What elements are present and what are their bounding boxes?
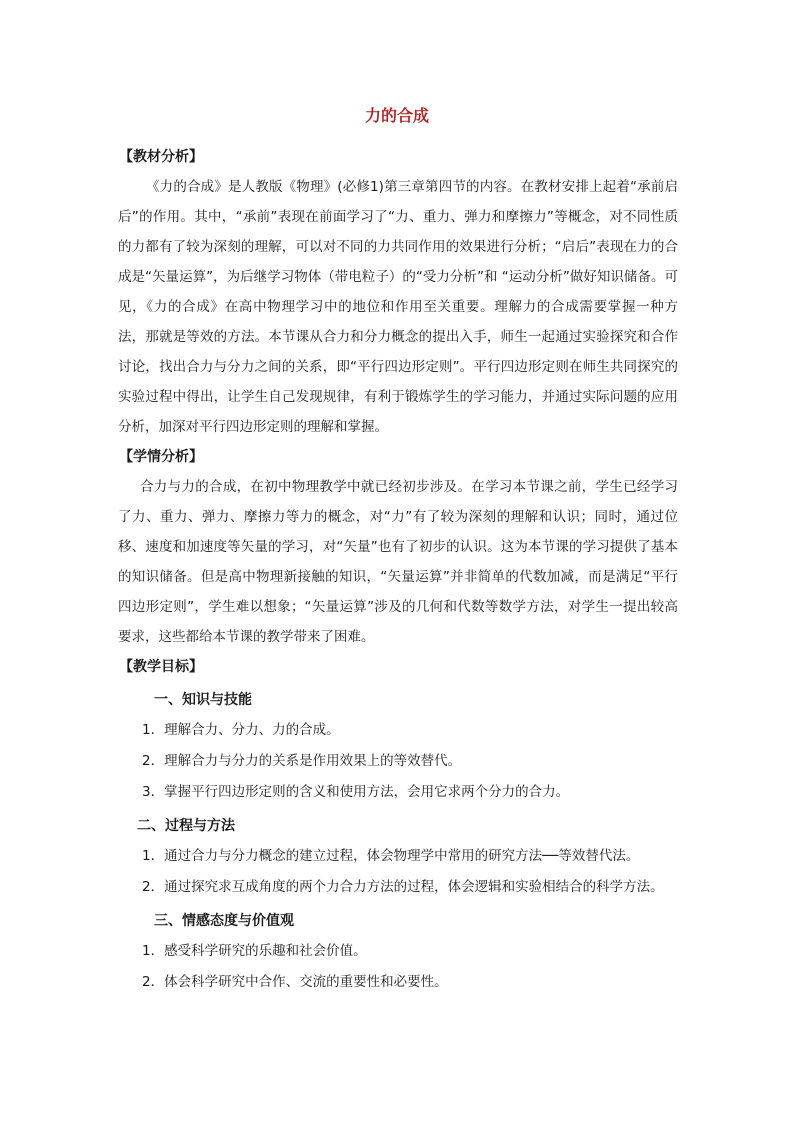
document-title: 力的合成 — [364, 106, 429, 125]
list-item: 1．理解合力、分力、力的合成。 — [142, 722, 340, 738]
heading-textbook-analysis: 【教材分析】 — [119, 149, 203, 165]
list-item: 2．理解合力与分力的关系是作用效果上的等效替代。 — [142, 753, 462, 769]
subheading-knowledge-skills: 一、知识与技能 — [154, 692, 252, 708]
list-item: 3．掌握平行四边形定则的含义和使用方法，会用它求两个分力的合力。 — [142, 784, 570, 800]
paragraph-student-analysis: 合力与力的合成，在初中物理教学中就已经初步涉及。在学习本节课之前，学生已经学习了力、重力、弹力、摩擦力等力的概念，对“力”有了较为深刻的理解和认识；同时，通过位移、速度和加速度等矢量的学习，对“矢量”也有了初步的认识。这为本节课的学习提供了基本的知识储备。但是高中物理新接触的知识，“矢量运算”并非简单的代数加减，而是满足“平行四边形定则”，学生难以想象；“矢量运算”涉及的几何和代数等数学方法，对学生一提出较高要求，这些都给本节课的教学带来了困难。 — [118, 479, 678, 645]
subheading-emotion-values: 三、情感态度与价值观 — [154, 913, 294, 929]
document-body — [118, 142, 678, 998]
list-item: 1．感受科学研究的乐趣和社会价值。 — [142, 943, 367, 959]
subheading-process-methods: 二、过程与方法 — [137, 818, 235, 834]
heading-teaching-goals: 【教学目标】 — [119, 659, 203, 675]
list-item: 2．通过探究求互成角度的两个力合力方法的过程，体会逻辑和实验相结合的科学方法。 — [142, 879, 664, 895]
heading-student-analysis: 【学情分析】 — [119, 449, 203, 465]
list-item: 1．通过合力与分力概念的建立过程，体会物理学中常用的研究方法──等效替代法。 — [142, 848, 640, 864]
list-item: 2．体会科学研究中合作、交流的重要性和必要性。 — [142, 974, 448, 990]
paragraph-textbook-analysis: 《力的合成》是人教版《物理》(必修1)第三章第四节的内容。在教材安排上起着“承前启后”的作用。其中，“承前”表现在前面学习了“力、重力、弹力和摩擦力”等概念，对不同性质的力都有了较为深刻的理解，可以对不同的力共同作用的效果进行分析；“启后”表现在力的合成是“矢量运算”，为后继学习物体（带电粒子）的“受力分析”和 “运动分析”做好知识储备。可见，《力的合成》在高中物理学习中的地位和作用至关重要。理解力的合成需要掌握一种方法，那就是等效的方法。本节课从合力和分力概念的提出入手，师生一起通过实验探究和合作讨论，找出合力与分力之间的关系，即“平行四边形定则”。平行四边形定则在师生共同探究的实验过程中得出，让学生自己发现规律，有利于锻炼学生的学习能力，并通过实际问题的应用分析，加深对平行四边形定则的理解和掌握。 — [118, 179, 678, 435]
